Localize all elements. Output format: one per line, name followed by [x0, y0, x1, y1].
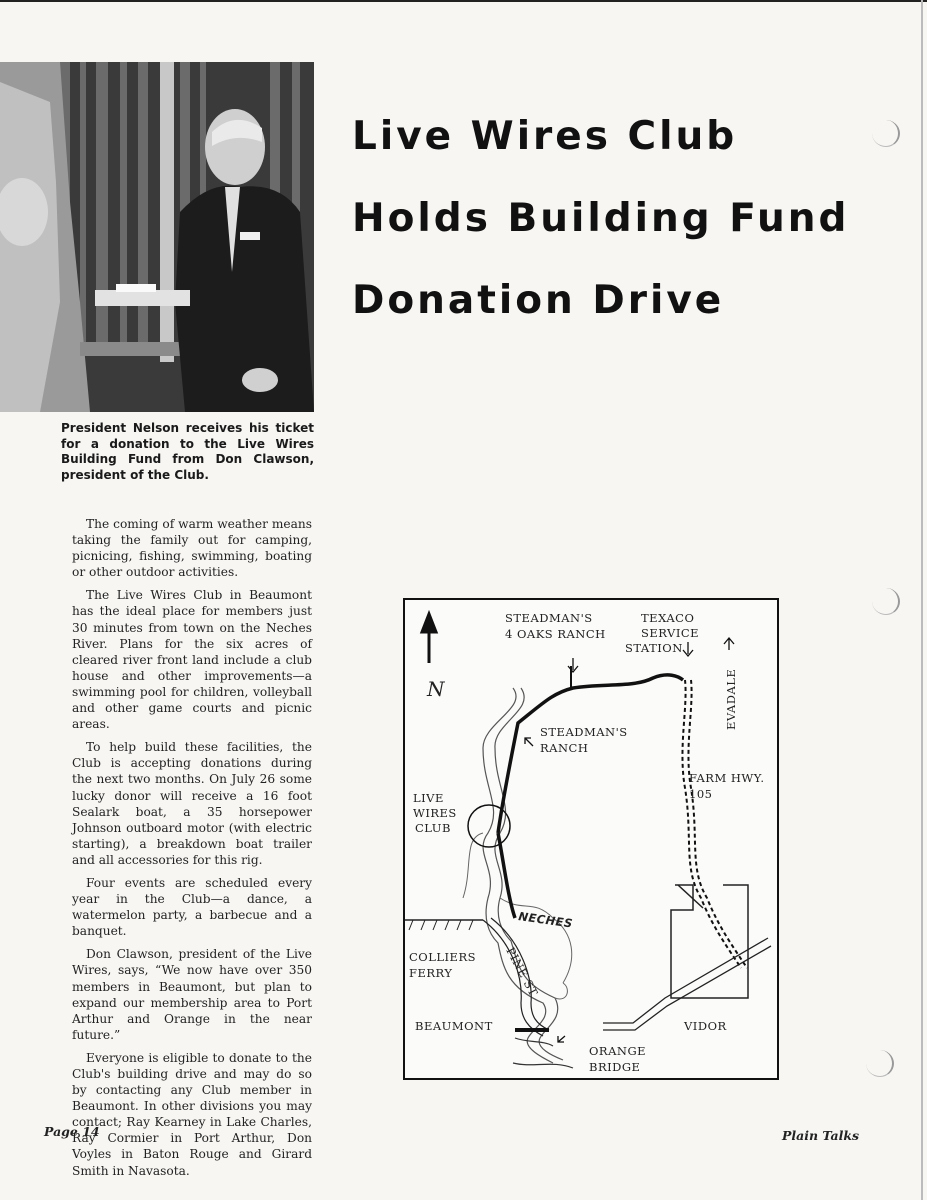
map-label-steadmans-4-oaks: STEADMAN'S — [505, 611, 593, 625]
photo-caption: President Nelson receives his ticket for a donation to the Live Wires Building Fund from Don Clawson, president of the Club. — [61, 421, 314, 482]
map-label-texaco: STATION — [625, 641, 683, 655]
article-paragraph: The Live Wires Club in Beaumont has the ideal place for members just 30 minutes from town on the Neches River. Plans for the six acres of cleared river front land include a club house and other improvements—a swimming pool for children, volleyball and other game courts and picnic areas. — [72, 588, 312, 732]
location-map — [403, 598, 779, 1080]
map-label-live-wires-club: WIRES — [413, 806, 457, 820]
map-label-beaumont: BEAUMONT — [415, 1019, 493, 1033]
map-label-steadmans-ranch: STEADMAN'S — [540, 725, 628, 739]
map-label-neches: NECHES — [517, 909, 574, 931]
map-label-colliers-ferry: FERRY — [409, 966, 453, 980]
map-label-live-wires-club: CLUB — [415, 821, 451, 835]
article-paragraph: Four events are scheduled every year in the Club—a dance, a watermelon party, a barbecue and a banquet. — [72, 875, 312, 939]
map-label-evadale: EVADALE — [724, 668, 738, 730]
map-label-texaco: SERVICE — [641, 626, 700, 640]
map-north-label: N — [427, 677, 445, 701]
binder-hole-decoration — [866, 1050, 894, 1077]
page-edge — [0, 0, 927, 2]
map-label-steadmans-ranch: RANCH — [540, 741, 589, 755]
page-number: Page 14 — [44, 1124, 100, 1139]
article-paragraph: Don Clawson, president of the Live Wires, says, “We now have over 350 members in Beaumont, but plan to expand our membership area to Port Arthur and Orange in the near future.” — [72, 947, 312, 1042]
article-body — [72, 516, 312, 1186]
map-label-orange-bridge: BRIDGE — [589, 1060, 641, 1074]
map-label-vidor: VIDOR — [684, 1019, 727, 1033]
headline-line-3: Donation Drive — [352, 278, 725, 323]
headline-line-1: Live Wires Club — [352, 114, 738, 159]
map-label-orange-bridge: ORANGE — [589, 1044, 647, 1058]
map-label-colliers-ferry: COLLIERS — [409, 950, 476, 964]
article-headline — [352, 96, 872, 342]
binder-hole-decoration — [872, 120, 900, 147]
photo-president-nelson — [0, 62, 314, 412]
map-label-steadmans-4-oaks: 4 OAKS RANCH — [505, 627, 606, 641]
map-label-pine-st: PINE ST — [503, 944, 541, 999]
map-label-texaco: TEXACO — [641, 611, 695, 625]
publication-name: Plain Talks — [782, 1128, 860, 1143]
article-paragraph: Everyone is eligible to donate to the Club's building drive and may do so by contacting any Club member in Beaumont. In other divisions you may contact; Ray Kearney in Lake Charles, Ray Cormier in Port Arthur, Don Voyles in Baton Rouge and Girard Smith in Navasota. — [72, 1050, 312, 1178]
article-paragraph: To help build these facilities, the Club is accepting donations during the next two months. On July 26 some lucky donor will receive a 16 foot Sealark boat, a 35 horsepower Johnson outboard motor (with electric starting), a breakdown boat trailer and all accessories for this rig. — [72, 740, 312, 867]
page-edge-right — [921, 0, 923, 1200]
article-paragraph: The coming of warm weather means taking the family out for camping, picnicing, fishing, swimming, boating or other outdoor activities. — [72, 517, 312, 580]
map-label-live-wires-club: LIVE — [413, 791, 444, 805]
map-label-farm-hwy: 105 — [689, 787, 713, 801]
binder-hole-decoration — [872, 588, 900, 615]
map-label-farm-hwy: FARM HWY. — [689, 771, 765, 785]
headline-line-2: Holds Building Fund — [352, 196, 850, 241]
